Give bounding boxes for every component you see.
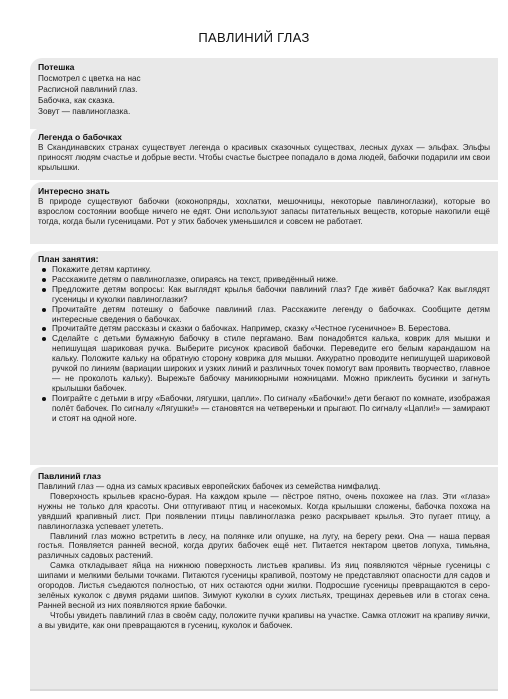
plan-item: Предложите детям вопросы: Как выглядят крылья бабочки павлиний глаз? Где живёт бабочка? Как выглядят гусеницы и куколки павлиноглазки? xyxy=(52,284,490,304)
poteshka-line: Зовут — павлиноглазка. xyxy=(38,107,131,116)
plan-list xyxy=(38,265,490,424)
plan-item: Прочитайте детям рассказы и сказки о бабочках. Например, сказку «Честное гусеничное» В. Берестова. xyxy=(52,324,490,334)
poteshka-section xyxy=(30,58,498,129)
legend-heading: Легенда о бабочках xyxy=(38,132,122,142)
peacock-heading: Павлиний глаз xyxy=(38,471,101,481)
peacock-paragraph: Чтобы увидеть павлиний глаз в своём саду, положите пучки крапивы на участке. Самка отложит на крапиву яички, а вы увидите, как они превращаются в гусениц, куколок и бабочек. xyxy=(38,610,490,630)
peacock-paragraph: Поверхность крыльев красно-бурая. На каждом крыле — пёстрое пятно, очень похожее на глаз. Эти «глаза» нужны не только для красоты. Они отпугивают птиц и насекомых. Когда крылышки сложены, бабочка похожа на увядший крапивный лист. При появлении птицы павлиноглазка резко раскрывает крылья. Это пугает птицу, а павлиноглазка успевает улететь. xyxy=(38,491,490,531)
plan-item: Покажите детям картинку. xyxy=(52,265,490,275)
legend-section xyxy=(30,128,498,180)
page-title: ПАВЛИНИЙ ГЛАЗ xyxy=(198,30,310,45)
plan-item: Расскажите детям о павлиноглазке, опираясь на текст, приведённый ниже. xyxy=(52,275,490,285)
peacock-paragraph: Самка откладывает яйца на нижнюю поверхность листьев крапивы. Из яиц появляются чёрные гусеницы с шипами и мелкими белыми точками. Питаются гусеницы крапивой, поэтому не представляют опасности для садов и огородов. Листья съедаются полностью, от них остаются одни жилки. Подросшие гусеницы превращаются в серо-зелёных куколок с двумя рядами шипов. Зимуют куколки в сухих листьях, трещинах деревьев или в стогах сена. Ранней весной из них появляются яркие бабочки. xyxy=(38,561,490,610)
poteshka-heading: Потешка xyxy=(38,62,75,72)
poteshka-line: Посмотрел с цветка на нас xyxy=(38,74,141,83)
bottom-divider xyxy=(30,689,498,691)
plan-item: Сделайте с детьми бумажную бабочку в стиле пергамано. Вам понадобятся калька, коврик для мышки и непишущая шариковая ручка. Выберите рисунок красивой бабочки. Переведите его белым карандашом на кальку. Положите кальку на обратную сторону коврика для мышки. Аккуратно проводите непишущей шариковой ручкой по линиям (вариации широких и узких линий и различных точек помогут вам проявить творчество, главное — не проколоть кальку). Вырежьте бабочку маникюрными ножницами. Можно приклеить бусинки и загнуть крылышки бабочек. xyxy=(52,334,490,393)
interesting-text: В природе существуют бабочки (коконопряды, хохлатки, мешочницы, некоторые павлиноглазки), которые во взрослом состоянии вообще ничего не едят. Они используют запасы питательных веществ, которые накопили ещё тогда, когда были гусеницами. Рот у этих бабочек уменьшился и совсем не работает. xyxy=(38,197,490,226)
peacock-paragraph: Павлиний глаз — одна из самых красивых европейских бабочек из семейства нимфалид. xyxy=(38,482,381,491)
interesting-heading: Интересно знать xyxy=(38,186,110,196)
poteshka-line: Бабочка, как сказка. xyxy=(38,96,115,105)
legend-text: В Скандинавских странах существует легенда о красивых сказочных существах, лесных духах — эльфах. Эльфы приносят людям счастье и добрые вести. Чтобы счастье быстрее попадало в дома людей, бабочки подарили им свои крылышки. xyxy=(38,143,490,172)
peacock-section xyxy=(30,467,498,689)
interesting-section xyxy=(30,182,498,244)
peacock-paragraph: Павлиний глаз можно встретить в лесу, на полянке или опушке, на лугу, на берегу реки. Она — наша первая гостья. Появляется ранней весной, когда других бабочек ещё нет. Питается нектаром цветов лопуха, тимьяна, различных садовых растений. xyxy=(38,531,490,561)
poteshka-line: Расписной павлиний глаз. xyxy=(38,85,138,94)
plan-section xyxy=(30,251,498,465)
plan-item: Прочитайте детям потешку о бабочке павлиний глаз. Расскажите легенду о бабочках. Сообщите детям интересные сведения о бабочках. xyxy=(52,304,490,324)
plan-heading: План занятия: xyxy=(38,254,99,264)
plan-item: Поиграйте с детьми в игру «Бабочки, лягушки, цапли». По сигналу «Бабочки!» дети бегают по комнате, изображая полёт бабочек. По сигналу «Лягушки!» — становятся на четвереньки и прыгают. По сигналу «Цапли!» — замирают и стоят на одной ноге. xyxy=(52,393,490,423)
